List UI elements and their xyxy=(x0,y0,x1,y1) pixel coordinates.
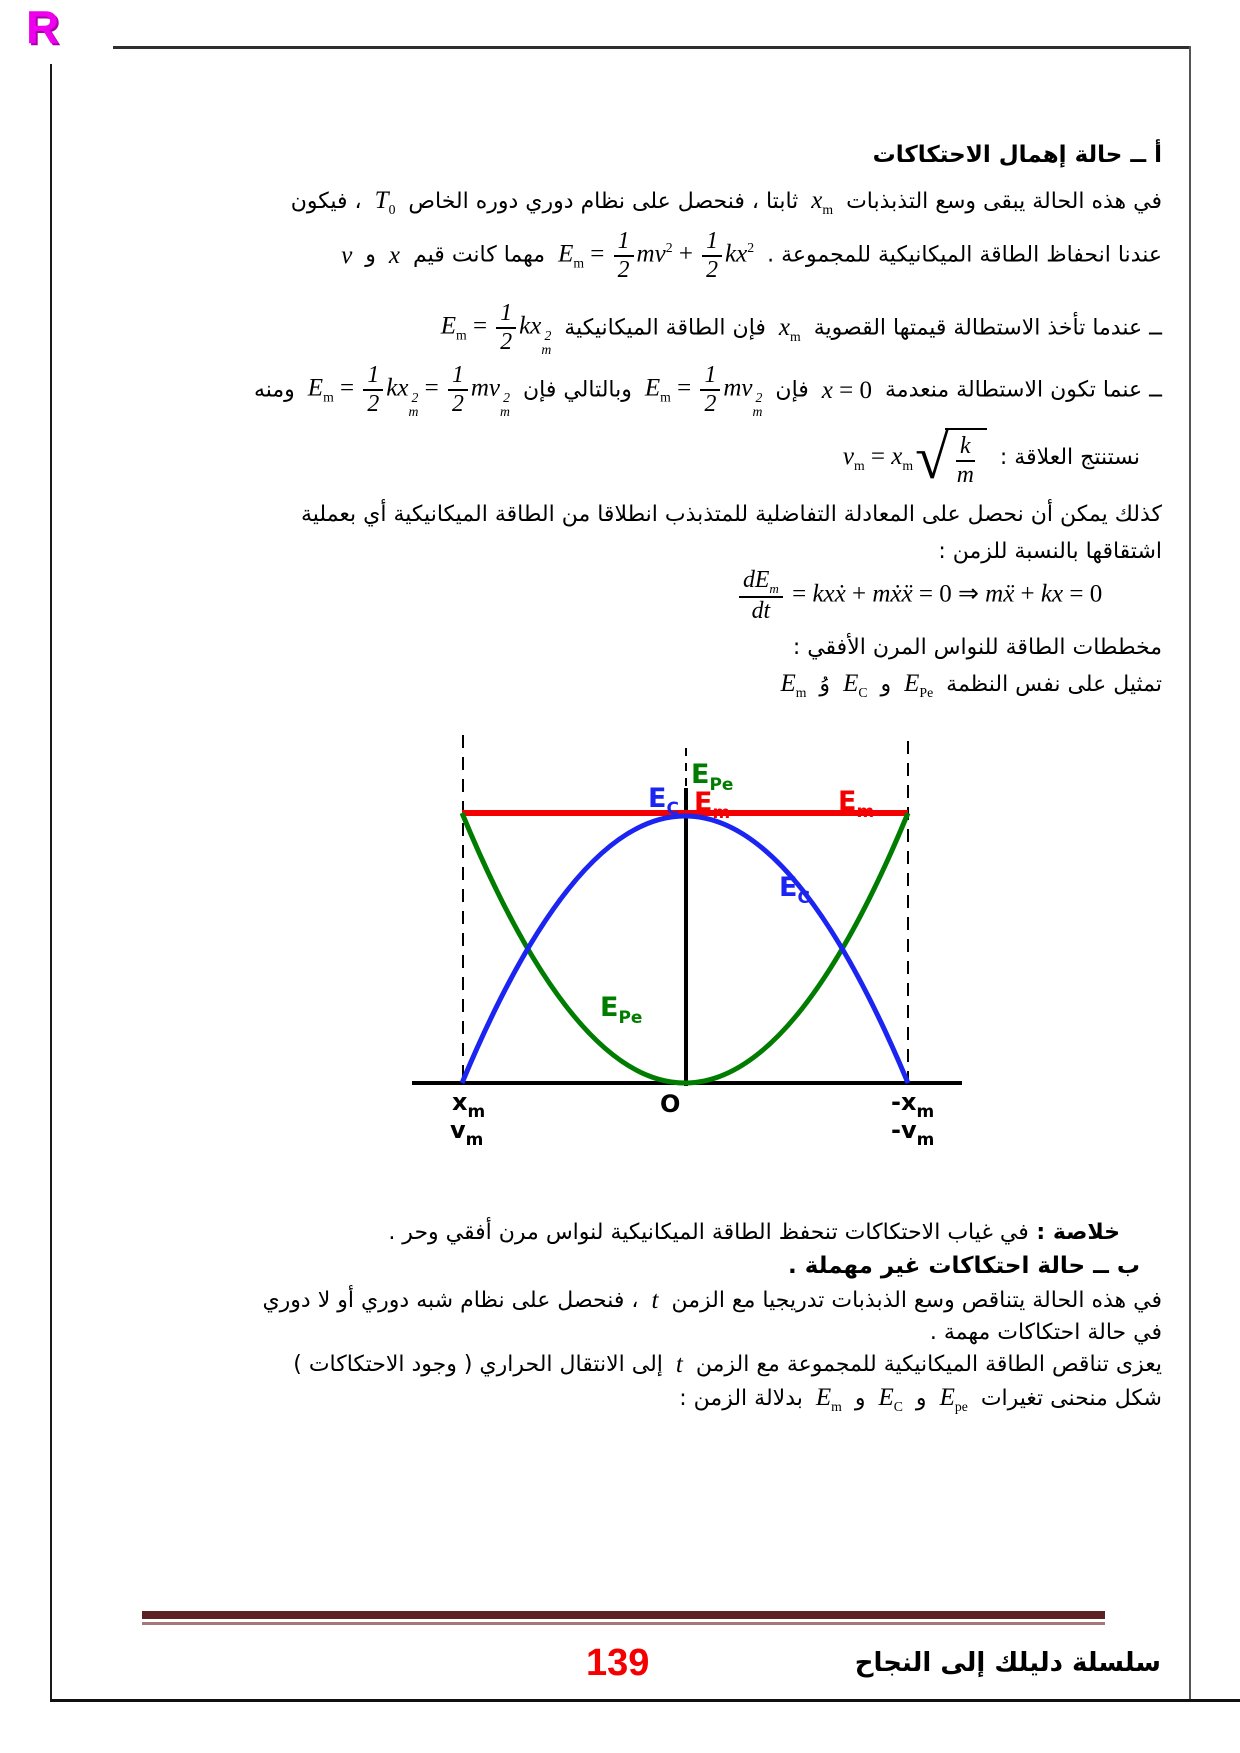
footer-rule-thin xyxy=(142,1622,1105,1625)
text-run: بدلالة الزمن : xyxy=(679,1385,810,1411)
paragraph-curves-vs-time xyxy=(679,1381,1162,1417)
text-run: وُ xyxy=(812,671,838,697)
math-fraction: $\frac{1}{2}$ xyxy=(702,228,722,283)
chart-xlabel-xm: $x_m$ xyxy=(452,1088,486,1122)
math-operator: = xyxy=(584,240,611,268)
text-run: كذلك يمكن أن نحصل على المعادلة التفاضلية للمتذبذب انطلاقا من الطاقة الميكانيكية أي بعملية xyxy=(300,502,1162,527)
text-run: فإن xyxy=(768,377,816,403)
text-run: ــ عنما تكون الاستطالة منعدمة xyxy=(878,377,1162,403)
inline-equation xyxy=(822,374,872,408)
text-run: و xyxy=(358,242,383,268)
inline-equation: $v_m = x_m$ √ $\frac{k}{m}$ xyxy=(843,428,987,488)
text-run: إلى الانتقال الحراري ( وجود الاحتكاكات ) xyxy=(293,1351,670,1377)
math-var: dt xyxy=(751,598,771,625)
math-operator: = 0 ⇒ xyxy=(912,580,986,608)
text-run: فإن الطاقة الميكانيكية xyxy=(557,315,773,341)
text-run: في هذه الحالة يبقى وسع التذبذبات xyxy=(839,188,1162,214)
math-operator: = xyxy=(785,580,813,608)
math-var: mv xyxy=(723,374,753,402)
text-run: و xyxy=(873,671,899,697)
text-run: نستنتج العلاقة : xyxy=(992,445,1140,471)
bottom-border-line xyxy=(50,1699,1240,1702)
math-var: mv xyxy=(470,374,501,402)
inline-equation: $E_m$ = $\frac{1}{2}$ mv 2 m xyxy=(644,362,763,419)
right-border-line xyxy=(1189,46,1191,1702)
math-var: t xyxy=(651,1287,659,1314)
math-fraction: $\frac{1}{2}$ xyxy=(614,228,634,283)
text-run: في هذه الحالة يتناقص وسع الذبذبات تدريجيا مع الزمن xyxy=(664,1287,1162,1313)
text-run: يعزى تناقص الطاقة الميكانيكية للمجموعة مع الزمن xyxy=(688,1351,1162,1377)
text-run: ب ــ حالة احتكاكات غير مهملة . xyxy=(788,1253,1140,1279)
differential-equation xyxy=(730,567,1108,625)
paragraph-same-axes xyxy=(774,667,1162,703)
math-var: E xyxy=(558,240,574,268)
math-operator: = xyxy=(864,442,892,470)
math-var: E xyxy=(939,1384,955,1411)
inline-equation: $E_{pe}$ xyxy=(939,1384,968,1414)
inline-equation: $E_m$ xyxy=(780,670,807,700)
paragraph-energy-conservation xyxy=(335,228,1162,283)
math-operator: + xyxy=(1014,580,1041,608)
math-fraction: $\frac{dE_m}{dt}$ xyxy=(739,567,783,625)
chart-label-em-right: $E_m$ xyxy=(838,786,875,822)
paragraph-differential-intro-2 xyxy=(938,537,1162,567)
math-operator: = 0 xyxy=(832,376,873,404)
inline-equation: $E_m$ = $\frac{1}{2}$ kx 2 m xyxy=(440,300,552,357)
inline-equation: $E_C$ xyxy=(843,670,868,700)
math-var: E xyxy=(843,670,859,697)
math-operator: = xyxy=(466,312,494,340)
math-var: dE xyxy=(743,567,770,593)
inline-equation xyxy=(341,239,352,273)
text-run: ومنه xyxy=(253,377,302,403)
paragraph-zero-extension xyxy=(254,362,1162,419)
math-var: kx xyxy=(1040,580,1064,608)
math-var: x xyxy=(778,313,791,341)
math-var: kxẋ xyxy=(812,580,846,608)
math-operator: + xyxy=(845,580,873,608)
inline-equation: $E_m$ = $\frac{1}{2}$ kx 2 m = $\frac{1}{2}$ mv 2 m xyxy=(307,362,510,419)
inline-equation: $E_m$ xyxy=(815,1384,842,1414)
math-var: x xyxy=(388,241,401,269)
text-run: شكل منحنى تغيرات xyxy=(973,1385,1162,1411)
math-operator: = xyxy=(418,374,445,402)
math-sqrt: √ $\frac{k}{m}$ xyxy=(915,428,987,488)
text-run: مهما كانت قيم xyxy=(406,242,553,268)
chart-label-epe-top: $E_{Pe}$ xyxy=(691,759,734,795)
energy-diagram-chart xyxy=(380,700,980,1160)
inline-equation xyxy=(736,567,1102,625)
math-var: x xyxy=(811,187,823,214)
inline-equation: $E_C$ xyxy=(878,1384,903,1414)
math-var: kx xyxy=(519,312,542,340)
paragraph-damped-amplitude xyxy=(262,1284,1162,1318)
text-run: تمثيل على نفس النظمة xyxy=(939,671,1162,697)
math-var: kx xyxy=(725,240,748,268)
math-operator: = xyxy=(333,374,361,402)
inline-equation xyxy=(676,1348,683,1382)
inline-equation: $T_0$ xyxy=(374,187,396,217)
math-var: E xyxy=(644,374,661,402)
inline-equation: $x_m$ xyxy=(811,187,834,217)
math-operator: = xyxy=(670,374,698,402)
text-run: ، فيكون xyxy=(290,188,369,214)
text-run: عندنا انحفاظ الطاقة الميكانيكية للمجموعة . xyxy=(760,242,1162,268)
chart-label-ec-top: $E_C$ xyxy=(648,783,679,819)
math-var: T xyxy=(374,187,389,214)
text-run: ، فنحصل على نظام شبه دوري أو لا دوري xyxy=(262,1287,646,1313)
paragraph-amplitude-constant xyxy=(291,184,1162,220)
text-run: مخططات الطاقة للنواس المرن الأفقي : xyxy=(792,635,1162,660)
text-run: و xyxy=(847,1385,873,1411)
text-run: و xyxy=(908,1385,934,1411)
chart-xlabel-vm: $v_m$ xyxy=(450,1116,484,1150)
math-operator: + xyxy=(672,240,700,268)
chart-label-em-center: $E_m$ xyxy=(694,787,731,823)
math-var: E xyxy=(904,670,920,697)
top-rule xyxy=(113,46,1191,49)
math-var: v xyxy=(341,241,353,269)
chart-xlabel-neg-xm: $-x_m$ xyxy=(891,1088,935,1122)
logo-r: R xyxy=(26,1,60,53)
math-var: mẋẍ xyxy=(872,580,913,608)
left-border-line xyxy=(50,64,52,1702)
inline-equation xyxy=(652,1284,659,1318)
relation-vm-equation xyxy=(837,424,1140,493)
text-run: خلاصة : xyxy=(1028,1220,1120,1245)
math-var: mv xyxy=(636,240,666,268)
math-fraction: $\frac{1}{2}$ xyxy=(700,362,720,417)
math-fraction: $\frac{1}{2}$ xyxy=(363,362,383,417)
math-var: t xyxy=(675,1351,683,1378)
paragraph-diagrams-heading xyxy=(793,633,1162,663)
math-var: E xyxy=(440,312,456,340)
section-a-title: أ ــ حالة إهمال الاحتكاكات xyxy=(872,142,1162,168)
text-run: وبالتالي فإن xyxy=(515,377,639,403)
paragraph-max-extension xyxy=(435,300,1162,357)
math-var: v xyxy=(842,442,854,470)
chart-label-ec-curve: $E_C$ xyxy=(779,872,810,908)
inline-equation: $E_{Pe}$ xyxy=(904,670,934,700)
text-run: اشتقاقها بالنسبة للزمن : xyxy=(938,539,1162,564)
text-run: ثابتا ، فنحصل على نظام دوري دوره الخاص xyxy=(401,188,806,214)
math-fraction: $\frac{k}{m}$ xyxy=(956,433,974,488)
math-var: E xyxy=(307,374,324,402)
footer-rule-thick xyxy=(142,1611,1105,1619)
inline-equation: $E_m$ = $\frac{1}{2}$ $mv^2$ + $\frac{1}{2}$ $kx^2$ xyxy=(558,228,755,283)
paragraph-differential-intro xyxy=(301,500,1162,530)
text-run: في حالة احتكاكات مهمة . xyxy=(929,1320,1162,1345)
chart-label-epe-curve: $E_{Pe}$ xyxy=(600,992,643,1028)
math-var: E xyxy=(878,1384,894,1411)
math-var: mẍ xyxy=(985,580,1015,608)
chart-xlabel-neg-vm: $-v_m$ xyxy=(891,1116,935,1150)
math-var: x xyxy=(821,376,833,404)
inline-equation xyxy=(389,239,400,273)
section-b-title xyxy=(788,1251,1140,1282)
text-run: ــ عندما تأخذ الاستطالة قيمتها القصوية xyxy=(806,315,1162,341)
chart-xlabel-origin: O xyxy=(660,1090,681,1118)
inline-equation: $x_m$ xyxy=(778,313,801,344)
math-var: x xyxy=(891,442,903,470)
page-number: 139 xyxy=(586,1642,650,1684)
math-fraction: $\frac{1}{2}$ xyxy=(496,300,516,355)
paragraph-summary xyxy=(388,1218,1120,1248)
paragraph-heat-transfer xyxy=(293,1348,1162,1382)
text-run: في غياب الاحتكاكات تنحفظ الطاقة الميكانيكية لنواس مرن أفقي وحر . xyxy=(388,1220,1029,1245)
math-var: kx xyxy=(386,374,409,402)
math-operator: = 0 xyxy=(1063,580,1103,608)
math-var: E xyxy=(780,670,796,697)
math-fraction: $\frac{1}{2}$ xyxy=(448,362,468,417)
paragraph-important-friction xyxy=(930,1318,1162,1348)
footer-series-title: سلسلة دليلك إلى النجاح xyxy=(854,1648,1161,1678)
math-var: E xyxy=(815,1384,832,1411)
